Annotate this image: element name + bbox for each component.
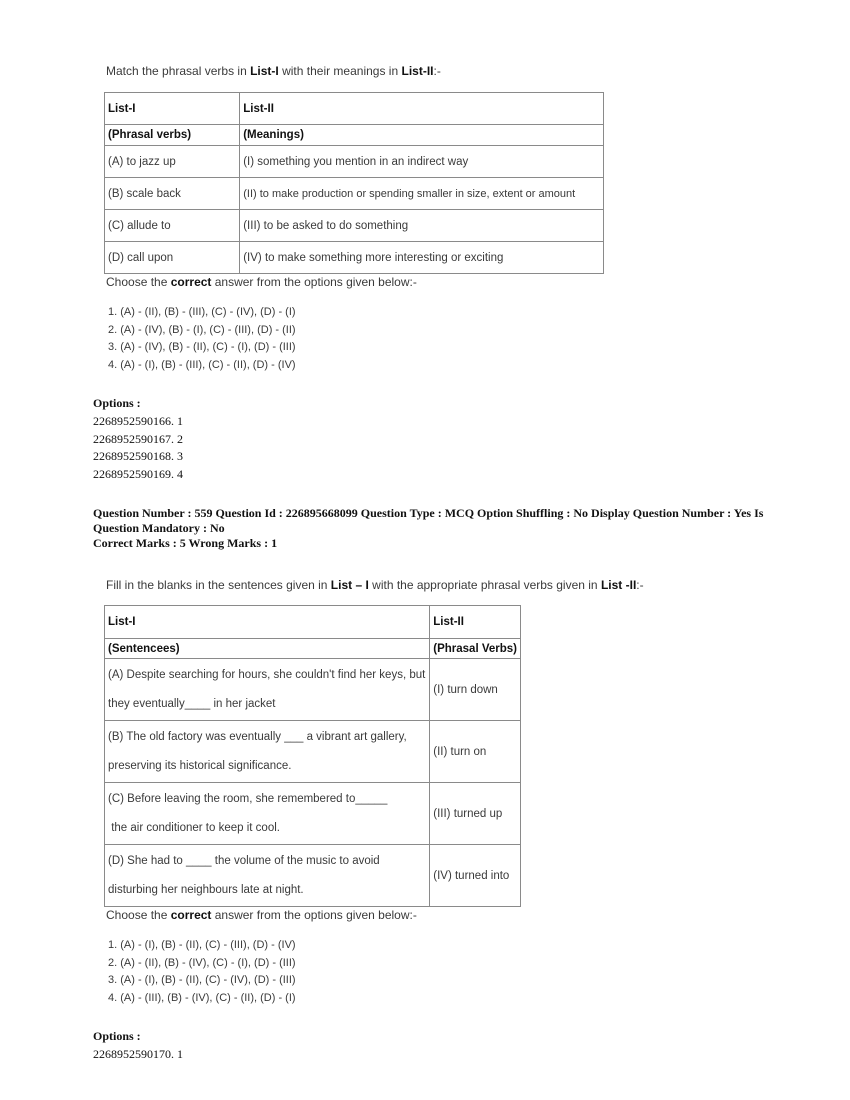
- q1-table-subhead-list1: (Phrasal verbs): [105, 125, 240, 146]
- q2-row-d-line1: (D) She had to ____ the volume of the music to avoid: [108, 854, 380, 867]
- q1-row-b-left: (B) scale back: [105, 178, 240, 210]
- list-item: 3. (A) - (IV), (B) - (II), (C) - (I), (D) - (III): [108, 341, 296, 353]
- table-row: [105, 210, 604, 242]
- q2-options-label: Options :: [93, 1029, 141, 1043]
- q2-row-c-line1: (C) Before leaving the room, she remembered to_____: [108, 792, 388, 805]
- list-item: 4. (A) - (I), (B) - (III), (C) - (II), (D) - (IV): [108, 358, 296, 371]
- q1-options-label: Options :: [93, 396, 141, 410]
- table-row: [105, 845, 521, 907]
- q1-row-c-left: (C) allude to: [105, 210, 240, 242]
- q1-row-c-right: (III) to be asked to do something: [240, 210, 604, 242]
- table-row: [105, 783, 521, 845]
- q1-table-head-list1: List-I: [105, 93, 240, 125]
- q1-table-subhead-list2: (Meanings): [240, 125, 604, 146]
- option-item: 2268952590167. 2: [93, 431, 183, 446]
- list-item: 2. (A) - (II), (B) - (IV), (C) - (I), (D) - (III): [108, 956, 296, 969]
- q2-row-d-line2: disturbing her neighbours late at night.: [108, 883, 304, 896]
- q2-fill-table: [104, 605, 521, 907]
- q1-row-b-right: (II) to make production or spending smaller in size, extent or amount: [240, 178, 604, 210]
- q2-row-a-right: (I) turn down: [430, 659, 521, 721]
- q2-table-head-list1: List-I: [105, 606, 430, 639]
- q2-row-b-left: [105, 721, 430, 783]
- q2-row-d-right: (IV) turned into: [430, 845, 521, 907]
- q1-answer-list: [108, 304, 296, 374]
- list-item: 2. (A) - (IV), (B) - (I), (C) - (III), (D) - (II): [108, 323, 296, 336]
- q1-options-list: [93, 413, 183, 483]
- q2-metadata: [93, 506, 763, 551]
- q2-row-c-right: (III) turned up: [430, 783, 521, 845]
- table-row: [105, 721, 521, 783]
- q2-instruction: Fill in the blanks in the sentences given in List – I with the appropriate phrasal verbs given in List -II:-: [106, 578, 644, 592]
- table-row: [105, 178, 604, 210]
- q2-row-c-line2: the air conditioner to keep it cool.: [108, 821, 280, 834]
- q2-row-a-line1: (A) Despite searching for hours, she couldn't find her keys, but: [108, 668, 426, 681]
- option-item: 2268952590169. 4: [93, 466, 183, 481]
- option-item: 2268952590170. 1: [93, 1047, 183, 1061]
- q2-row-a-line2: they eventually____ in her jacket: [108, 697, 276, 710]
- option-item: 2268952590168. 3: [93, 449, 183, 463]
- q2-table-subhead-list1: (Sentencees): [105, 639, 430, 659]
- q1-table-head-list2: List-II: [240, 93, 604, 125]
- q1-row-a-right: (I) something you mention in an indirect way: [240, 146, 604, 178]
- q2-row-b-line2: preserving its historical significance.: [108, 759, 292, 772]
- q1-choose-instruction: Choose the correct answer from the options given below:-: [106, 275, 417, 289]
- table-row: [105, 146, 604, 178]
- table-row: [105, 242, 604, 274]
- q1-row-a-left: (A) to jazz up: [105, 146, 240, 178]
- q1-match-table: [104, 92, 604, 274]
- table-row: [105, 659, 521, 721]
- list-item: 1. (A) - (II), (B) - (III), (C) - (IV), (D) - (I): [108, 306, 296, 318]
- q1-instruction: Match the phrasal verbs in List-I with their meanings in List-II:-: [106, 64, 441, 78]
- q2-table-head-list2: List-II: [430, 606, 521, 639]
- q2-meta-line2: Question Mandatory : No: [93, 521, 225, 535]
- q1-row-d-left: (D) call upon: [105, 242, 240, 274]
- q2-choose-instruction: Choose the correct answer from the options given below:-: [106, 908, 417, 922]
- q2-row-c-left: [105, 783, 430, 845]
- q2-answer-list: [108, 937, 296, 1007]
- list-item: 1. (A) - (I), (B) - (II), (C) - (III), (D) - (IV): [108, 939, 296, 951]
- q2-row-d-left: [105, 845, 430, 907]
- q2-row-b-right: (II) turn on: [430, 721, 521, 783]
- q2-table-subhead-list2: (Phrasal Verbs): [430, 639, 521, 659]
- q1-row-d-right: (IV) to make something more interesting or exciting: [240, 242, 604, 274]
- q2-meta-line3: Correct Marks : 5 Wrong Marks : 1: [93, 536, 278, 550]
- option-item: 2268952590166. 1: [93, 414, 183, 428]
- list-item: 3. (A) - (I), (B) - (II), (C) - (IV), (D) - (III): [108, 974, 296, 986]
- q2-options-list: [93, 1046, 183, 1064]
- list-item: 4. (A) - (III), (B) - (IV), (C) - (II), (D) - (I): [108, 991, 296, 1004]
- q2-row-b-line1: (B) The old factory was eventually ___ a vibrant art gallery,: [108, 730, 407, 743]
- q2-meta-line1: Question Number : 559 Question Id : 226895668099 Question Type : MCQ Option Shuffling : No Display Question Number : Yes Is: [93, 506, 764, 520]
- q2-row-a-left: [105, 659, 430, 721]
